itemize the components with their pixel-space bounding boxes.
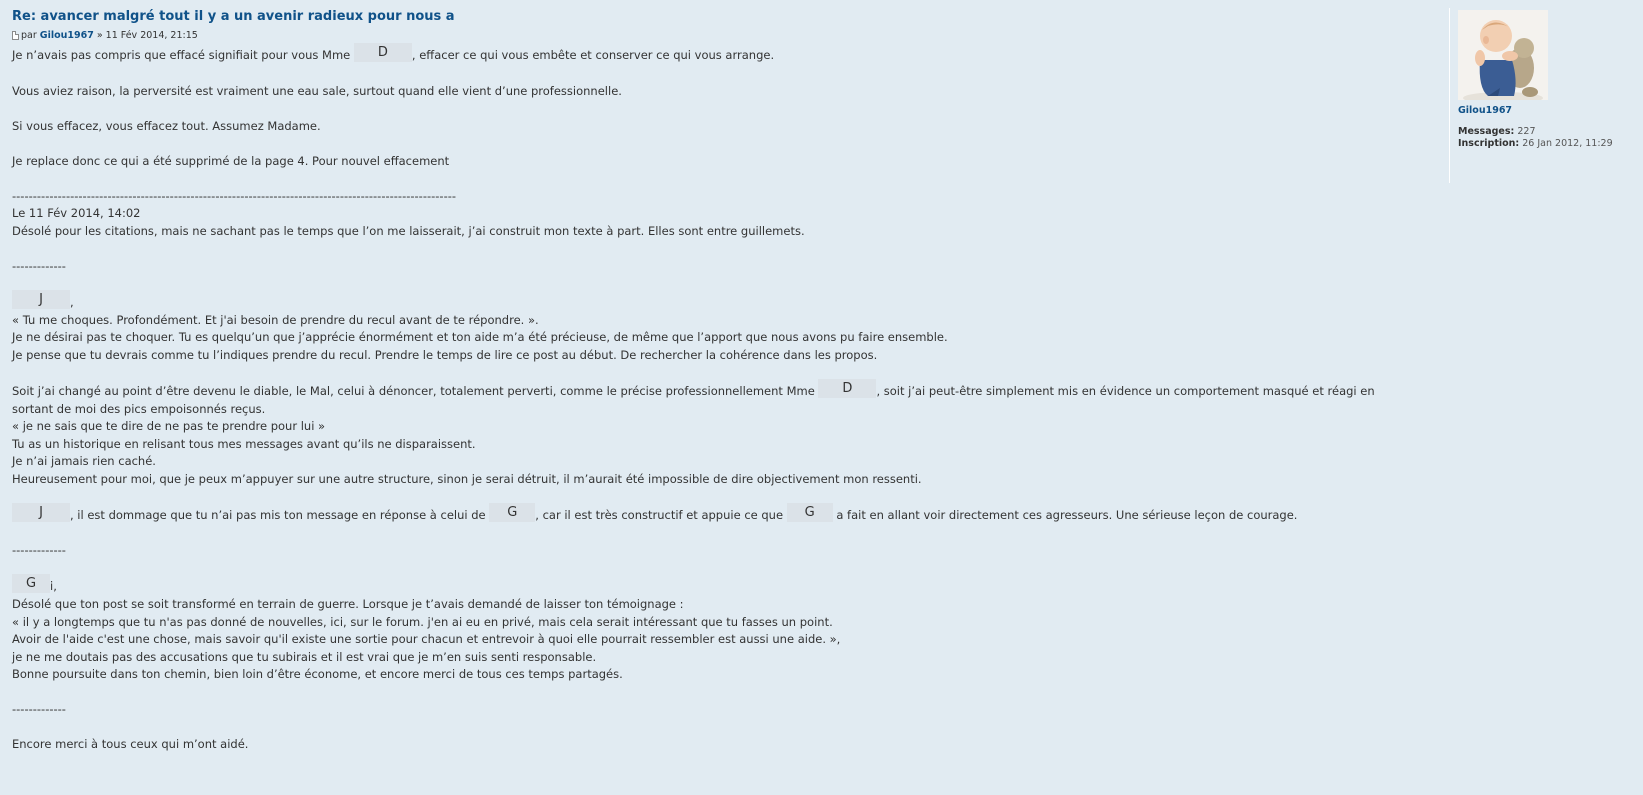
text-line: Désolé pour les citations, mais ne sachant pas le temps que l’on me laisserait, j’ai construit mon texte à part. Elles sont entre guillemets.: [12, 223, 805, 238]
text-line: Soit j’ai changé au point d’être devenu le diable, le Mal, celui à dénoncer, totalement perverti, comme le précise professionnellement Mme D , soit j’ai peut-être simplement mis en évidence un comportement masqué et réagi en: [12, 380, 1375, 398]
text-line: Heureusement pour moi, que je peux m’appuyer sur une autre structure, sinon je serai détruit, il m’aurait été impossible de dire objectivement mon ressenti.: [12, 471, 922, 486]
text-line: Si vous effacez, vous effacez tout. Assumez Madame.: [12, 118, 321, 133]
text-line: Je ne désirai pas te choquer. Tu es quelqu’un que j’apprécie énormément et ton aide m’a été précieuse, de même que l’apport que nous avons pu faire ensemble.: [12, 330, 948, 344]
text-line: Encore merci à tous ceux qui m’ont aidé.: [12, 737, 249, 751]
post-profile: [1449, 8, 1639, 183]
author-separator: »: [96, 30, 103, 41]
redacted-name: D: [818, 379, 876, 398]
text-line: Je n’avais pas compris que effacé signifiait pour vous Mme D , effacer ce qui vous embête et conserver ce qui vous arrange.: [12, 45, 775, 62]
text-line: G i,: [12, 577, 1442, 596]
separator-line: -------------: [12, 543, 66, 557]
text-line: Vous aviez raison, la perversité est vraiment une eau sale, surtout quand elle vient d’une professionnelle.: [12, 83, 622, 98]
separator-line: -------------: [12, 702, 66, 716]
text-line: Avoir de l'aide c'est une chose, mais savoir qu'il existe une sortie pour chacun et entrevoir à quoi elle pourrait ressembler est aussi une aide. »,: [12, 632, 841, 646]
text-line: Je pense que tu devrais comme tu l’indiques prendre du recul. Prendre le temps de lire ce post au début. De rechercher la cohérence dans les propos.: [12, 347, 878, 362]
post-content: [12, 46, 1442, 754]
user-avatar[interactable]: [1458, 10, 1548, 100]
text-line: J ,: [12, 293, 1442, 312]
redacted-name: G: [787, 503, 833, 522]
separator-line: -----------------------------------------------------------------------------------------------------------: [12, 188, 457, 203]
profile-stats: [1458, 126, 1639, 150]
text-line: Je replace donc ce qui a été supprimé de la page 4. Pour nouvel effacement: [12, 153, 450, 168]
post-icon[interactable]: [12, 31, 19, 40]
text-line: Je n’ai jamais rien caché.: [12, 454, 156, 468]
messages-stat: Messages: 227: [1458, 126, 1536, 137]
inscription-stat: Inscription: 26 Jan 2012, 11:29: [1458, 138, 1613, 149]
text-line: « il y a longtemps que tu n'as pas donné de nouvelles, ici, sur le forum. j'en ai eu en privé, mais cela serait intéressant que tu fasses un point.: [12, 614, 833, 629]
text-line: je ne me doutais pas des accusations que tu subirais et il est vrai que je m’en suis senti responsable.: [12, 649, 597, 664]
post-title[interactable]: Re: avancer malgré tout il y a un avenir radieux pour nous a: [12, 9, 455, 24]
author-link[interactable]: Gilou1967: [39, 30, 94, 41]
redacted-name: J: [12, 503, 70, 522]
text-line: « Tu me choques. Profondément. Et j'ai besoin de prendre du recul avant de te répondre. ».: [12, 312, 539, 327]
post-body: [12, 8, 1442, 754]
author-prefix: par: [21, 30, 37, 41]
text-line: sortant de moi des pics empoisonnés reçus.: [12, 401, 266, 416]
text-line: Bonne poursuite dans ton chemin, bien loin d’être économe, et encore merci de tous ces temps partagés.: [12, 667, 623, 681]
text-line: J , il est dommage que tu n’ai pas mis ton message en réponse à celui de G , car il est très constructif et appuie ce que G a fait en allant voir directement ces agresseurs. Une sérieuse leçon de courage.: [12, 506, 1442, 525]
redacted-name: G: [489, 503, 535, 522]
text-line: « je ne sais que te dire de ne pas te prendre pour lui »: [12, 419, 326, 433]
post-date: 11 Fév 2014, 21:15: [105, 30, 198, 41]
text-line: Désolé que ton post se soit transformé en terrain de guerre. Lorsque je t’avais demandé de laisser ton témoignage :: [12, 597, 684, 611]
text-line: Tu as un historique en relisant tous mes messages avant qu’ils ne disparaissent.: [12, 436, 476, 451]
profile-username[interactable]: Gilou1967: [1458, 105, 1513, 116]
redacted-name: D: [354, 43, 412, 62]
text-line: Le 11 Fév 2014, 14:02: [12, 206, 141, 220]
redacted-name: J: [12, 290, 70, 309]
post-author-line: [12, 29, 1442, 42]
separator-line: -------------: [12, 258, 66, 273]
redacted-name: G: [12, 574, 50, 593]
